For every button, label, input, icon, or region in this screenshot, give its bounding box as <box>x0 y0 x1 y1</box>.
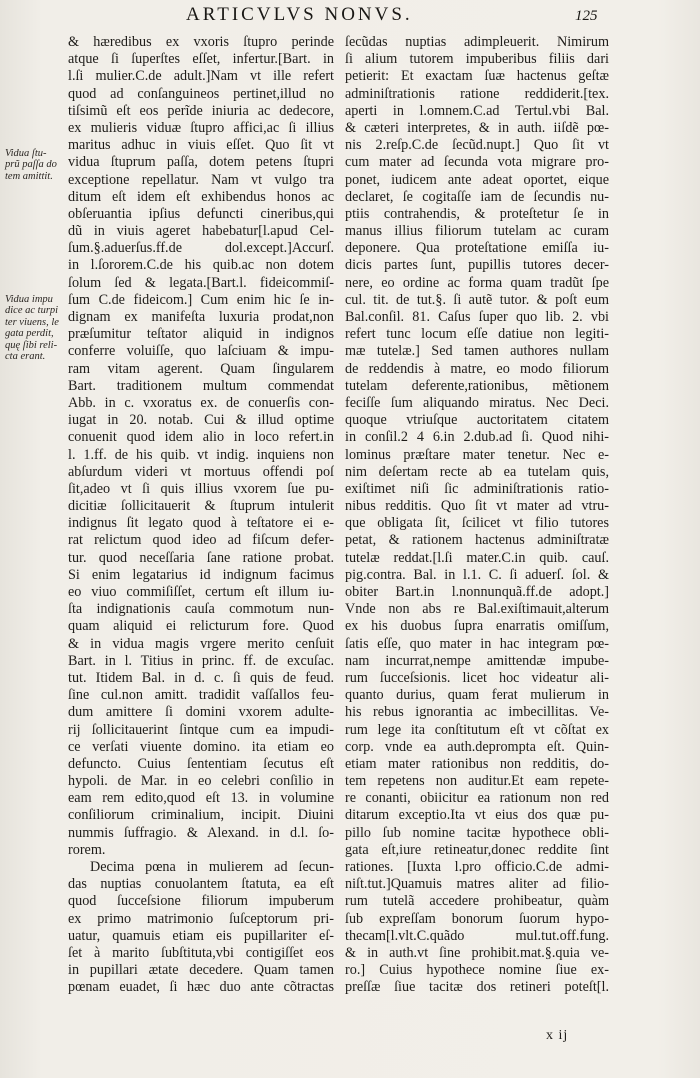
text-line: aperti in l.omnem.C.ad Tertul.vbi Bal. <box>345 102 609 119</box>
text-line: in pupillari ætate decedere. Quam tamen <box>68 962 334 979</box>
text-line: tur. quod neceſſaria ſane ratione probat. <box>68 549 334 566</box>
text-line: ſet à marito ſubſtituta,vbi contigiſſet eos <box>68 944 334 961</box>
text-line: tutelæ reddat.[l.ſi mater.C.in quib. cauſ. <box>345 549 609 566</box>
text-line: quanto durius, quam ferat mulierum in <box>345 687 609 704</box>
show-through-bleed <box>624 800 694 980</box>
text-line: declaret, ſe cogitaſſe iam de ſecundis nu- <box>345 188 609 205</box>
text-line: hypoli. de Mar. in eo celebri conſilio in <box>68 773 334 790</box>
text-line: indignus ſit legato quod à teſtatore ei e- <box>68 515 334 532</box>
text-line: ditarum exceptio.Ita vt eius dos quæ pu- <box>345 807 609 824</box>
text-line: ptiis contrahendis, & proteſtetur ſe in <box>345 205 609 222</box>
text-line: corp. vnde ea auth.deprompta eſt. Quin- <box>345 738 609 755</box>
text-line: ram vitam agerent. Quam ſingularem <box>68 360 334 377</box>
text-line: das nuptias conuolantem ſtatuta, ea eſt <box>68 876 334 893</box>
text-line: ſolum ſed & legata.[Bart.l. fideicommiſ- <box>68 274 334 291</box>
text-line: ſub expreſſam bonorum ſuorum hypo- <box>345 910 609 927</box>
text-line: thecam[l.vlt.C.quãdo mul.tut.off.fung. <box>345 927 609 944</box>
text-line: Si enim legatarius id indignum facimus <box>68 566 334 583</box>
text-line: nummis ſuffragio. & Alexand. in d.l. ſo- <box>68 824 334 841</box>
text-line: tiſsimũ eſt eos perĩde iniuria ac dedecore, <box>68 102 334 119</box>
margin-note-line: Vidua impu <box>5 294 53 305</box>
text-line: Bart. traditionem multum commendat <box>68 377 334 394</box>
text-line: dum amittere ſi domini vxorem adulte- <box>68 704 334 721</box>
text-line: l.ſi mulier.C.de adult.]Nam vt ille refert <box>68 68 334 85</box>
text-line: ditum eſt idem eſt exhibendus honos ac <box>68 188 334 205</box>
text-line: rum ſucceſsionis. licet hoc videatur ali- <box>345 669 609 686</box>
text-line: dicis partes ſunt, pupillis tutores decer- <box>345 257 609 274</box>
text-line: niſt.tut.]Quamuis matres aliter ad filio- <box>345 876 609 893</box>
margin-note-line: prũ paſſa do <box>5 159 57 171</box>
text-line: maritus adhuc in viuis eſſet. Quo ſit vt <box>68 137 334 154</box>
text-line: iugat in 20. notab. Cui & illud optime <box>68 412 334 429</box>
text-line: rorem. <box>68 841 106 858</box>
text-line: conuenit quod idem alio in loco refert.in <box>68 429 334 446</box>
text-line: pœnam euadet, ſi hæc duo ante cõtractas <box>68 979 334 996</box>
text-line: Bal.conſil. 81. Caſus ſuper quo lib. 2. vbi <box>345 309 609 325</box>
text-line: cum mater ad ſecunda vota migrare pro- <box>345 154 609 171</box>
text-line: ſit,adeo vt ſi quis illius vxorem ſue pu- <box>68 480 334 497</box>
margin-note-line: cta erant. <box>5 351 46 363</box>
text-line: ſi alium tutorem impuberibus filiis dari <box>345 51 609 68</box>
text-line: & in vidua magis vrgere merito cenſuit <box>68 635 334 652</box>
text-line: nere, eo ordine ac forma quam tradũt ſpe <box>345 274 609 291</box>
margin-note-vidua-impudice <box>5 294 67 362</box>
text-line: mæ tutelæ.] Sed tamen authores nullam <box>345 343 609 360</box>
margin-note-line: gata perdit, <box>5 328 54 340</box>
text-line: in conſil.2 4 6.in 2.dub.ad ſi. Quod nihi- <box>345 429 609 446</box>
text-line: ex his duobus ſupra enarratis omiſſum, <box>345 618 609 635</box>
text-line: tutelam deferente,rationibus, mẽtionem <box>345 377 609 394</box>
text-line: atque ſi ſuperſtes eſſet, infertur.[Bart. in <box>68 51 334 68</box>
margin-note-line: dice ac turpi <box>5 305 59 317</box>
text-line: tem repetens non auditur.Et eam repete- <box>345 773 609 790</box>
text-line: exiſtimet niſi ſic adminiſtrationis ratio- <box>345 480 609 497</box>
text-line: cul. tit. de tut.§. ſi autẽ tutor. & poſt eum <box>345 291 609 308</box>
text-line: l. 1.ff. de his quib. vt indig. inquiens non <box>68 446 334 463</box>
text-line: uatur, quamuis etiam eis pupillariter eſ- <box>68 927 334 944</box>
text-line: quod ad conſanguineos pertinet,illud no <box>68 85 334 102</box>
text-line: ponet, iudicem ante adeat oportet, eique <box>345 171 609 188</box>
running-head: ARTICVLVS NONVS. <box>186 4 413 25</box>
text-line: ce verſati viuente domino. ita etiam eo <box>68 738 334 755</box>
text-line: Vnde non abs re Bal.exiſtimauit,alterum <box>345 601 609 618</box>
text-line: re conanti, obiicitur ea rationum non red <box>345 790 609 807</box>
text-line: eo viuo commiſiſſet, certum eſt illum iu- <box>68 584 334 600</box>
text-line: & cæteri interpretes, & in auth. iiſdẽ pœ- <box>345 119 609 136</box>
text-line: quam aliquid ei relicturum fore. Quod <box>68 618 334 635</box>
text-line: tut. Itidem Bal. in d. c. ſi quis de feud. <box>68 669 334 686</box>
text-line: exceptione repellatur. Nam vt vulgo tra <box>68 171 334 188</box>
text-line: conſiliorum criminalium, incipit. Diuini <box>68 807 334 824</box>
text-line: obſeruantia ipſius defuncti cineribus,qui <box>68 205 334 222</box>
text-line: ſatis eſſe, quo mater in hac integram pœ- <box>345 635 609 652</box>
text-line: Bart. in l. Titius in princ. ff. de excuſac. <box>68 652 334 669</box>
text-line: abſurdum videri vt mortuus offendi poſ <box>68 463 334 480</box>
text-line: refert tunc locum eſſe datiue non legiti- <box>345 326 609 343</box>
text-line: preſſæ ſiue tacitæ dos retineri poteſt[l. <box>345 979 609 996</box>
text-line: petat, & rationem hactenus adminiſtratæ <box>345 532 609 549</box>
text-line: defuncto. Cuius ſententiam ſecutus eſt <box>68 755 334 772</box>
text-line: pig.contra. Bal. in l.1. C. ſi aduerſ. ſol. & <box>345 566 609 583</box>
text-line: manus illius filiorum tutelam ac curam <box>345 223 609 240</box>
text-line: & in auth.vt ſine prohibit.mat.§.quia ve- <box>345 944 609 961</box>
text-line: præſumitur teſtator aliquid in indignos <box>68 326 334 343</box>
text-line: ex primo matrimonio ſuſceptorum pri- <box>68 910 334 927</box>
text-line: eam rem edito,quod eſt 13. in volumine <box>68 790 334 807</box>
margin-note-line: quę ſibi reli- <box>5 339 58 351</box>
text-line: dũ in viuis ageret habebatur[l.apud Cel- <box>68 223 334 240</box>
text-line: etiam mater rationibus non redditis, do- <box>345 755 609 772</box>
text-line: ro.] Cuius hypothece nomine ſiue ex- <box>345 962 609 979</box>
text-line: his rebus ignorantia ac imbecillitas. Ve- <box>345 704 609 721</box>
text-line: nim deſertam recte ab ea tutelam quis, <box>345 463 609 480</box>
left-text-column <box>68 34 334 997</box>
text-line: & hæredibus ex vxoris ſtupro perinde <box>68 34 334 50</box>
text-line: quoque vtriuſque auctoritatem citatem <box>345 412 609 429</box>
text-line: rationes. [Iuxta l.pro officio.C.de admi- <box>345 859 609 875</box>
text-line: Decima pœna in mulierem ad ſecun- <box>90 859 334 875</box>
text-line: ſum.§.aduerſus.ff.de dol.except.]Accurſ. <box>68 240 334 257</box>
text-line: dignam ex manifeſta luxuria prodat,non <box>68 309 334 325</box>
text-line: gata eſt,iure retineatur,donec reddite ſint <box>345 841 609 858</box>
text-line: rij ſollicitauerint ſintque cum ea impudi- <box>68 721 334 738</box>
text-line: petierit: Et exactam ſuæ hactenus geſtæ <box>345 68 609 85</box>
margin-note-line: ter viuens, le <box>5 316 59 328</box>
text-line: ſta indignationis cauſa commotum nun- <box>68 601 334 618</box>
text-line: de reddendis à matre, eo modo filiorum <box>345 360 609 377</box>
text-line: pillo ſub nomine tacitæ hypothece obli- <box>345 824 609 841</box>
text-line: Abb. in c. vxoratus ex. de conuerſis con- <box>68 394 334 411</box>
text-line: rum lege ita conſtitutum eſt vt cõſtat ex <box>345 721 609 738</box>
text-line: ex mulieris viduæ ſtupro affici,ac ſi illius <box>68 119 334 136</box>
text-line: nam incurrat,nempe amittendæ impube- <box>345 652 609 669</box>
text-line: ſecũdas nuptias adimpleuerit. Nimirum <box>345 34 609 50</box>
margin-note-line: Vidua ſtu- <box>5 148 47 159</box>
text-line: que obligata ſit, ſcilicet vt filio tutores <box>345 515 609 532</box>
text-line: rum tutelã accedere prohibeatur, quàm <box>345 893 609 910</box>
text-line: ſine cul.non amitt. tradidit vaſſallos feu- <box>68 687 334 704</box>
margin-note-vidua-stuprum <box>5 148 67 182</box>
margin-note-line: tem amittit. <box>5 170 53 182</box>
signature-mark: x ij <box>546 1028 569 1043</box>
text-line: nibus redditis. Quo ſit vt mater ad vtru- <box>345 498 609 515</box>
text-line: ſum C.de fideicom.] Cum enim hic ſe in- <box>68 291 334 308</box>
text-line: rat relictum quod ideo ad fiſcum defer- <box>68 532 334 549</box>
text-line: nis 2.reſp.C.de ſecũd.nupt.] Quo ſit vt <box>345 137 609 154</box>
text-line: adminiſtrationis ratione reddiderit.[tex. <box>345 85 609 102</box>
text-line: vidua ſtuprum paſſa, dotem petens ſtupri <box>68 154 334 171</box>
text-line: dicitiæ ſollicitauerit & ſtuprum intulerit <box>68 498 334 515</box>
text-line: quod ſucceſsione filiorum impuberum <box>68 893 334 910</box>
text-line: obiter Bart.in l.nonnunquã.ff.de adopt.] <box>345 584 609 600</box>
text-line: deponere. Qua proteſtatione emiſſa iu- <box>345 240 609 257</box>
text-line: lominus præſtare mater tenetur. Nec e- <box>345 446 609 463</box>
right-text-column <box>345 34 609 997</box>
text-line: feciſſe ſum aliquando miratus. Nec Deci. <box>345 394 609 411</box>
text-line: in l.ſororem.C.de his quib.ac non dotem <box>68 257 334 274</box>
text-line: conferre voluiſſe, quo laſciuam & impu- <box>68 343 334 360</box>
page-number: 125 <box>575 8 598 24</box>
